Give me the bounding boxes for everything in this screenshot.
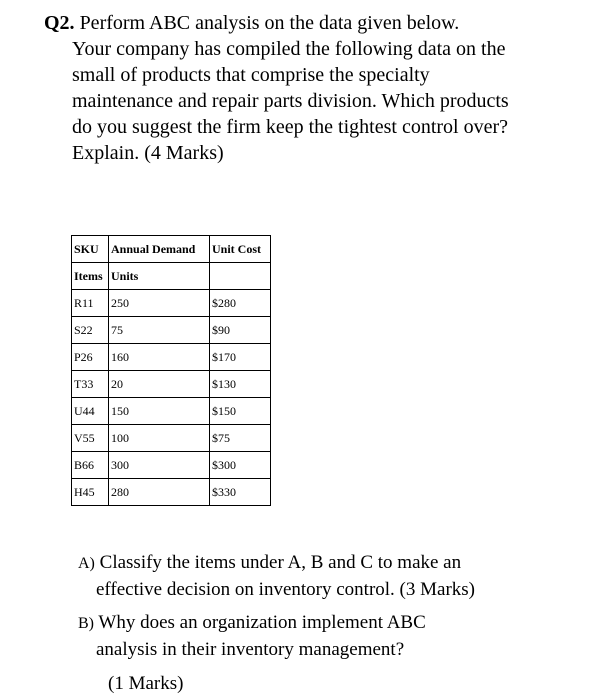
question-number: Q2. (44, 12, 75, 34)
sku-cell: S22 (72, 317, 109, 344)
sku-cell: T33 (72, 371, 109, 398)
table-row (72, 290, 271, 317)
sku-cell: U44 (72, 398, 109, 425)
part-a-block (78, 550, 578, 603)
cost-cell: $75 (210, 425, 271, 452)
demand-cell: 250 (109, 290, 210, 317)
part-b-block (78, 610, 578, 697)
demand-cell: 280 (109, 479, 210, 506)
question-line-5: do you suggest the firm keep the tightest control over? (72, 116, 509, 138)
question-line-2: Your company has compiled the following data on the (72, 38, 506, 60)
part-b-label: B) (78, 615, 94, 632)
cost-cell: $170 (210, 344, 271, 371)
question-block (44, 10, 564, 166)
table-row (72, 344, 271, 371)
header-cell: SKU (72, 236, 109, 263)
table-row (72, 479, 271, 506)
sku-cell: B66 (72, 452, 109, 479)
sku-cell: H45 (72, 479, 109, 506)
part-a-line-2: effective decision on inventory control. (3 Marks) (96, 579, 476, 600)
question-line-6: Explain. (4 Marks) (72, 142, 224, 164)
table-header-row (72, 236, 271, 263)
cost-cell: $150 (210, 398, 271, 425)
header-cell (210, 263, 271, 290)
question-line-3: small of products that comprise the specialty (72, 64, 430, 86)
sku-cell: P26 (72, 344, 109, 371)
cost-cell: $280 (210, 290, 271, 317)
question-line-4: maintenance and repair parts division. Which products (72, 90, 509, 112)
demand-cell: 300 (109, 452, 210, 479)
cost-cell: $130 (210, 371, 271, 398)
part-b-line-3: (1 Marks) (108, 673, 184, 694)
header-cell: Items (72, 263, 109, 290)
demand-cell: 160 (109, 344, 210, 371)
table-row (72, 317, 271, 344)
header-cell: Annual Demand (109, 236, 210, 263)
table-row (72, 371, 271, 398)
question-line-1: Q2. Perform ABC analysis on the data given below. (44, 12, 460, 34)
cost-cell: $330 (210, 479, 271, 506)
part-a-label: A) (78, 555, 95, 572)
header-cell: Units (109, 263, 210, 290)
part-b-line-2: analysis in their inventory management? (96, 639, 405, 660)
sku-cell: V55 (72, 425, 109, 452)
header-cell: Unit Cost (210, 236, 271, 263)
demand-cell: 100 (109, 425, 210, 452)
table-subheader-row (72, 263, 271, 290)
part-a-line-1: A) Classify the items under A, B and C to make an (78, 552, 462, 573)
demand-cell: 75 (109, 317, 210, 344)
sku-data-table (71, 235, 271, 506)
table-row (72, 398, 271, 425)
sku-cell: R11 (72, 290, 109, 317)
cost-cell: $300 (210, 452, 271, 479)
demand-cell: 150 (109, 398, 210, 425)
table-row (72, 425, 271, 452)
cost-cell: $90 (210, 317, 271, 344)
part-b-line-1: B) Why does an organization implement ABC (78, 612, 426, 633)
table-row (72, 452, 271, 479)
demand-cell: 20 (109, 371, 210, 398)
